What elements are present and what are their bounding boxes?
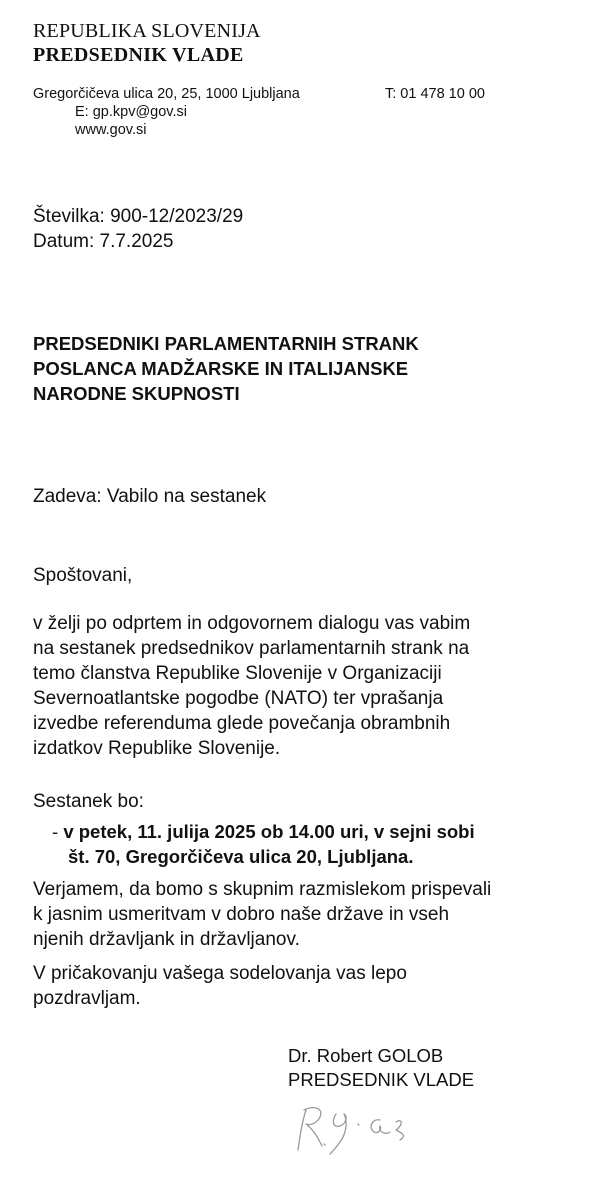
recipient-line: PREDSEDNIKI PARLAMENTARNIH STRANK: [33, 333, 419, 354]
document-number: Številka: 900-12/2023/29: [33, 206, 244, 227]
subject-line: Zadeva: Vabilo na sestanek: [33, 486, 267, 507]
meeting-address: št. 70, Gregorčičeva ulica 20, Ljubljana.: [68, 846, 414, 867]
org-office: PREDSEDNIK VLADE: [33, 44, 244, 66]
recipient-line: NARODNE SKUPNOSTI: [33, 383, 240, 404]
salutation: Spoštovani,: [33, 565, 133, 586]
meeting-line: [52, 819, 475, 844]
document-date: Datum: 7.7.2025: [33, 231, 174, 252]
bullet-dash: -: [52, 821, 59, 842]
meeting-details: [52, 819, 475, 869]
text-line: na sestanek predsednikov parlamentarnih strank na: [33, 638, 470, 659]
text-line: izvedbe referenduma glede povečanja obrambnih: [33, 713, 451, 734]
handwritten-signature: [292, 1098, 422, 1160]
text-line: Verjamem, da bomo s skupnim razmislekom prispevali: [33, 879, 492, 900]
text-line: v želji po odprtem in odgovornem dialogu vas vabim: [33, 613, 471, 634]
signatory-title: PREDSEDNIK VLADE: [288, 1069, 475, 1090]
recipients-block: [33, 331, 553, 406]
phone: T: 01 478 10 00: [385, 86, 485, 102]
meeting-intro: Sestanek bo:: [33, 791, 144, 812]
text-line: temo članstva Republike Slovenije v Organizaciji: [33, 663, 442, 684]
text-line: njenih državljank in državljanov.: [33, 929, 300, 950]
website-link[interactable]: www.gov.si: [75, 122, 147, 138]
text-line: V pričakovanju vašega sodelovanja vas lepo: [33, 963, 407, 984]
email-link[interactable]: E: gp.kpv@gov.si: [75, 104, 187, 120]
signatory-name: Dr. Robert GOLOB: [288, 1045, 444, 1066]
text-line: pozdravljam.: [33, 988, 141, 1009]
paragraph-regards: [33, 961, 573, 1011]
paragraph-closing: [33, 877, 573, 952]
text-line: izdatkov Republike Slovenije.: [33, 738, 281, 759]
paragraph-invitation: [33, 611, 573, 761]
text-line: Severnoatlantske pogodbe (NATO) ter vprašanja: [33, 688, 444, 709]
signatory-block: [288, 1044, 474, 1092]
org-name: REPUBLIKA SLOVENIJA: [33, 20, 261, 42]
meeting-date-place: v petek, 11. julija 2025 ob 14.00 uri, v sejni sobi: [63, 821, 475, 842]
address: Gregorčičeva ulica 20, 25, 1000 Ljubljana: [33, 86, 300, 102]
text-line: k jasnim usmeritvam v dobro naše države in vseh: [33, 904, 450, 925]
recipient-line: POSLANCA MADŽARSKE IN ITALIJANSKE: [33, 358, 409, 379]
